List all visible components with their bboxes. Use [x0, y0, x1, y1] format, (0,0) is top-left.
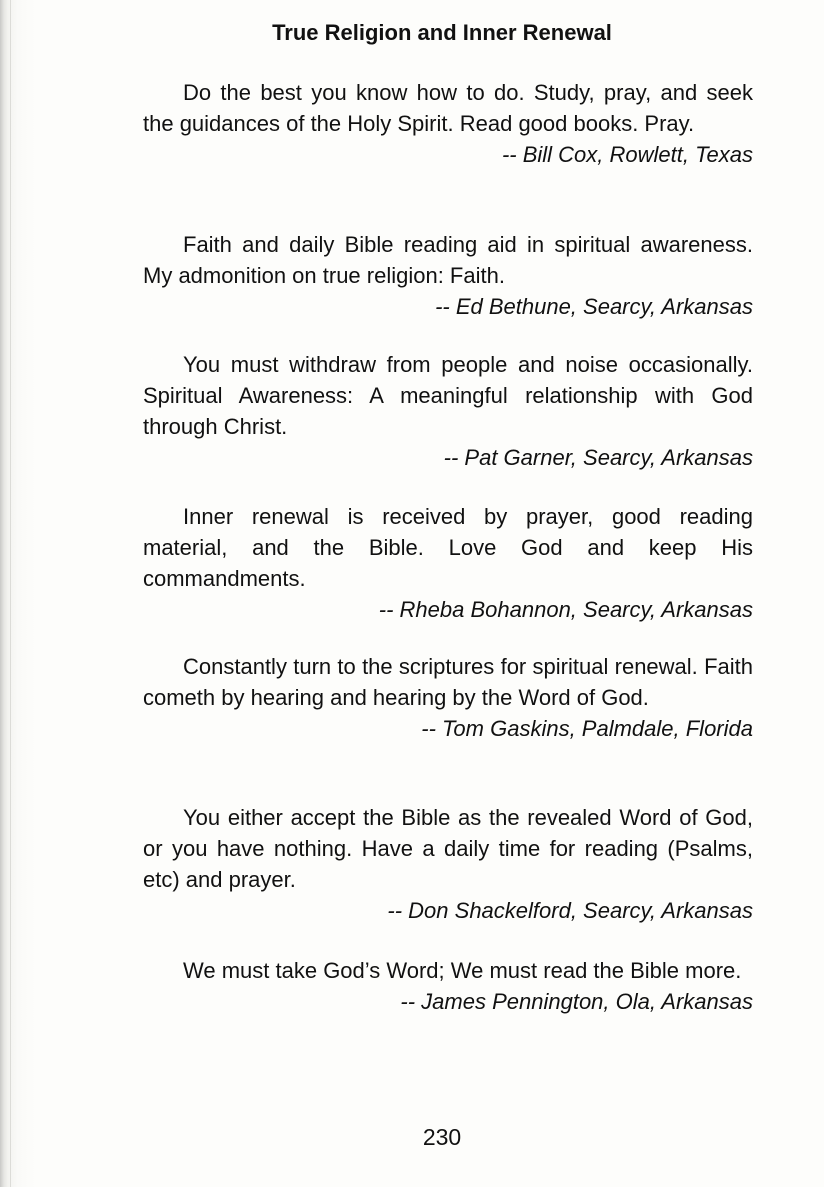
quote-entry	[143, 77, 753, 170]
quote-text: Constantly turn to the scriptures for spiritual renewal. Faith cometh by hearing and hearing by the Word of God.	[143, 654, 753, 710]
quote-author: -- Rheba Bohannon, Searcy, Arkansas	[378, 597, 753, 622]
quote-author: -- Don Shackelford, Searcy, Arkansas	[387, 898, 753, 923]
quote-author: -- Tom Gaskins, Palmdale, Florida	[421, 716, 753, 741]
quote-author: -- Bill Cox, Rowlett, Texas	[501, 142, 753, 167]
quote-text: You either accept the Bible as the revealed Word of God, or you have nothing. Have a daily time for reading (Psalms, etc) and prayer.	[143, 805, 753, 892]
quote-text: Do the best you know how to do. Study, pray, and seek the guidances of the Holy Spirit. Read good books. Pray.	[143, 80, 753, 136]
quote-entry	[143, 802, 753, 926]
quote-entry	[143, 651, 753, 744]
quote-author: -- Pat Garner, Searcy, Arkansas	[443, 445, 753, 470]
quote-entry	[143, 229, 753, 322]
page-title: True Religion and Inner Renewal	[272, 20, 612, 45]
quote-author: -- James Pennington, Ola, Arkansas	[400, 989, 753, 1014]
book-page-edge	[0, 0, 36, 1187]
quote-entry	[143, 955, 753, 1017]
quote-text: You must withdraw from people and noise occasionally. Spiritual Awareness: A meaningful relationship with God through Christ.	[143, 352, 753, 439]
quote-text: Inner renewal is received by prayer, good reading material, and the Bible. Love God and keep His commandments.	[143, 504, 753, 591]
page-number: 230	[422, 1124, 462, 1150]
quote-author: -- Ed Bethune, Searcy, Arkansas	[435, 294, 753, 319]
quote-entry	[143, 501, 753, 625]
quote-entry	[143, 349, 753, 473]
quote-text: Faith and daily Bible reading aid in spiritual awareness. My admonition on true religion: Faith.	[143, 232, 753, 288]
quote-text: We must take God’s Word; We must read the Bible more.	[183, 958, 742, 983]
